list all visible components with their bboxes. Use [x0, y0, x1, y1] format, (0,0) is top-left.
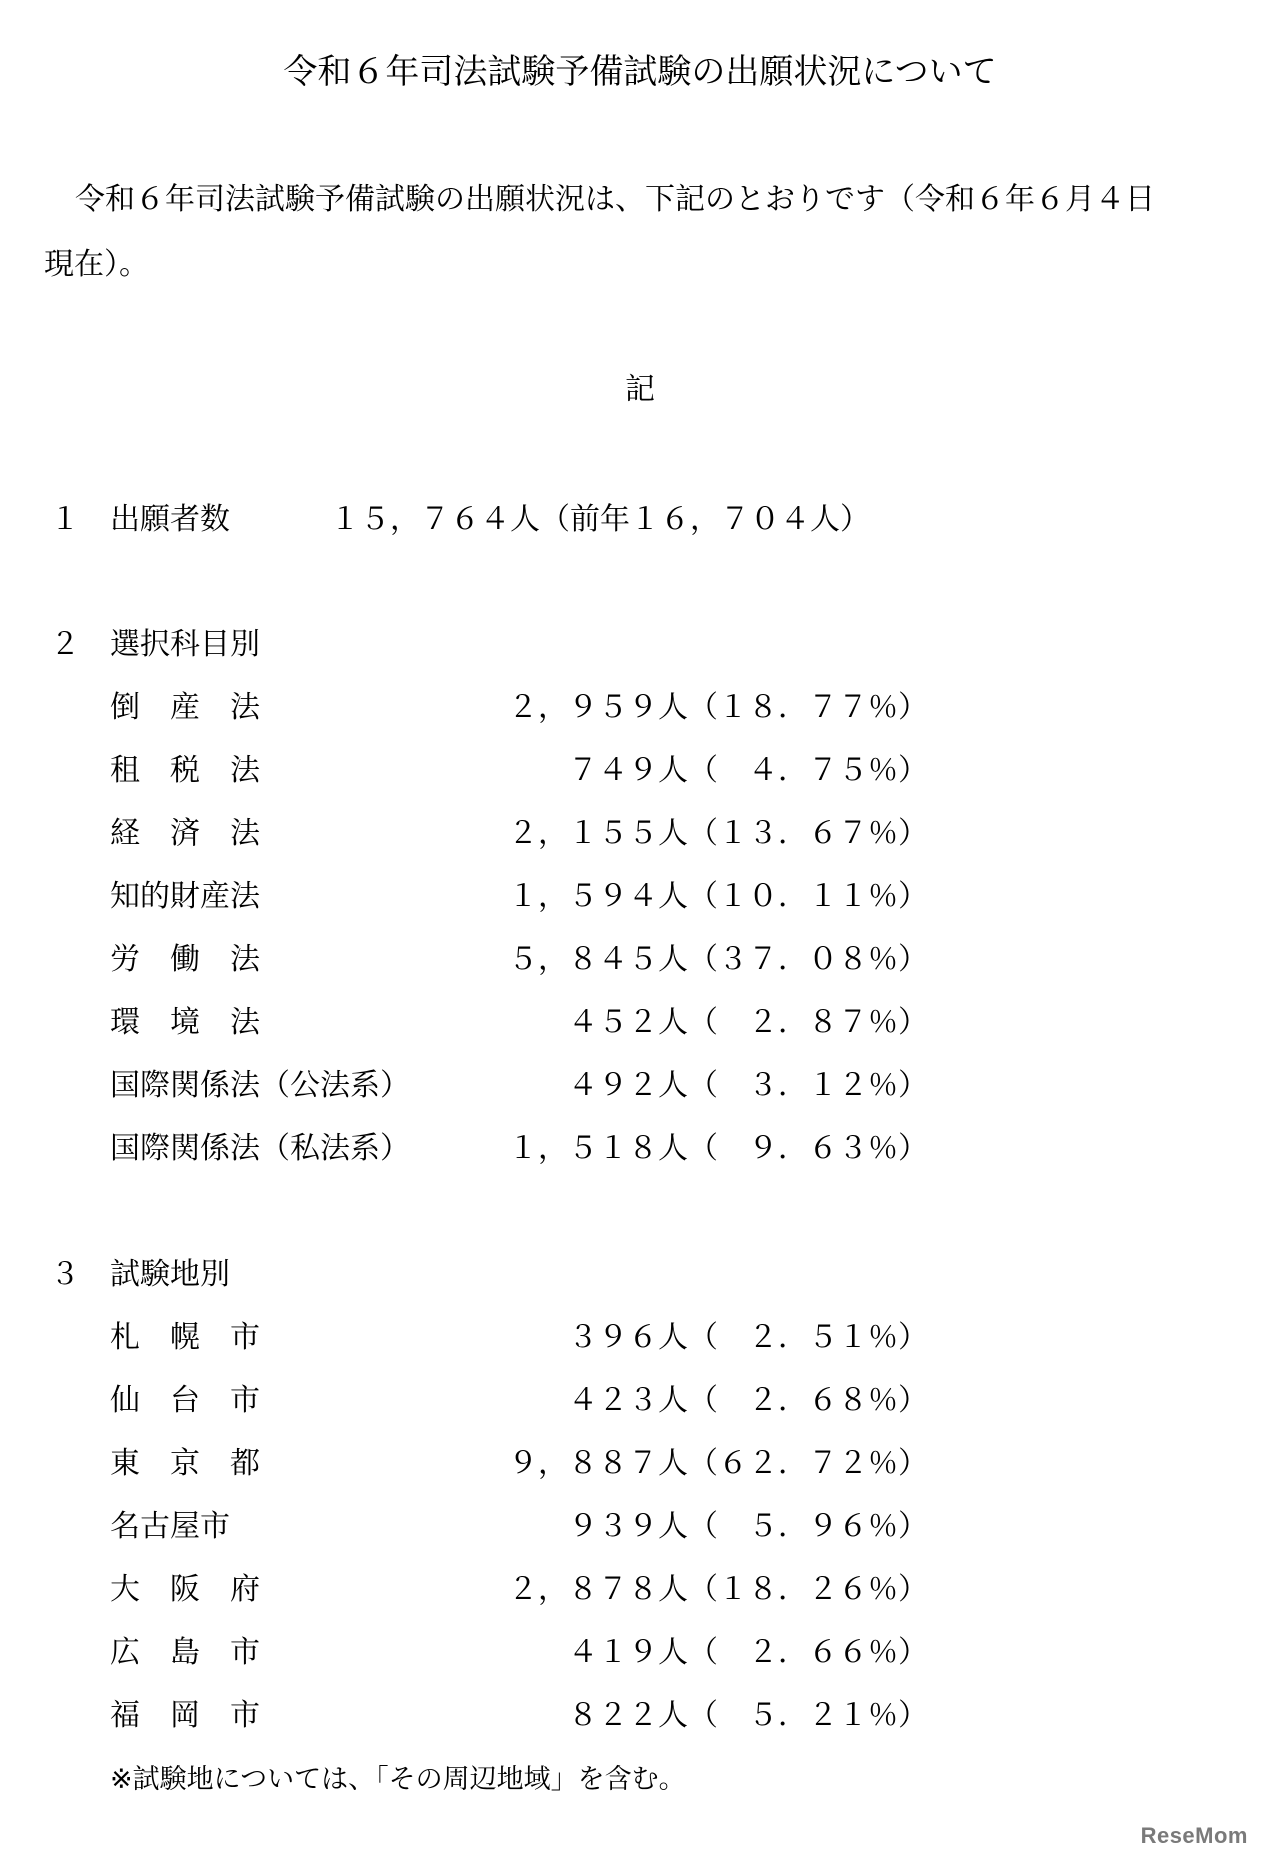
venue-row-value: ２，８７８人（１８．２６％）	[508, 1572, 928, 1607]
subject-row-label: 知的財産法	[110, 879, 260, 914]
venue-row-label: 札 幌 市	[110, 1320, 260, 1355]
document-title: 令和６年司法試験予備試験の出願状況について	[283, 52, 997, 92]
subject-row-label: 経 済 法	[110, 816, 260, 851]
intro-line-1: 令和６年司法試験予備試験の出願状況は、下記のとおりです（令和６年６月４日	[75, 182, 1155, 217]
venue-note: ※試験地については、「その周辺地域」を含む。	[110, 1764, 686, 1795]
section-1-number: １	[50, 502, 80, 537]
venue-row-value: ４２３人（ ２．６８％）	[568, 1383, 928, 1418]
subject-row-label: 倒 産 法	[110, 690, 260, 725]
section-3-label: 試験地別	[110, 1257, 230, 1292]
subject-row-label: 国際関係法（私法系）	[110, 1131, 410, 1166]
venue-row-value: ９３９人（ ５．９６％）	[568, 1509, 928, 1544]
venue-row-value: ３９６人（ ２．５１％）	[568, 1320, 928, 1355]
section-2-label: 選択科目別	[110, 627, 260, 662]
subject-row-value: １，５９４人（１０．１１％）	[508, 879, 928, 914]
venue-row-value: ９，８８７人（６２．７２％）	[508, 1446, 928, 1481]
venue-row-label: 名古屋市	[110, 1509, 230, 1544]
subject-row-label: 労 働 法	[110, 942, 260, 977]
subject-row-value: ４５２人（ ２．８７％）	[568, 1005, 928, 1040]
venue-row-label: 大 阪 府	[110, 1572, 260, 1607]
section-3-number: ３	[50, 1257, 80, 1292]
intro-line-2: 現在）。	[44, 247, 149, 282]
section-2-number: ２	[50, 627, 80, 662]
ki-heading: 記	[625, 372, 655, 407]
section-1-value: １５，７６４人（前年１６，７０４人）	[330, 502, 870, 537]
subject-row-label: 国際関係法（公法系）	[110, 1068, 410, 1103]
subject-row-label: 租 税 法	[110, 753, 260, 788]
venue-row-label: 仙 台 市	[110, 1383, 260, 1418]
venue-row-label: 広 島 市	[110, 1635, 260, 1670]
subject-row-label: 環 境 法	[110, 1005, 260, 1040]
venue-row-label: 東 京 都	[110, 1446, 260, 1481]
venue-row-label: 福 岡 市	[110, 1698, 260, 1733]
subject-row-value: ５，８４５人（３７．０８％）	[508, 942, 928, 977]
section-1-label: 出願者数	[110, 502, 230, 537]
subject-row-value: ４９２人（ ３．１２％）	[568, 1068, 928, 1103]
subject-row-value: ２，１５５人（１３．６７％）	[508, 816, 928, 851]
subject-row-value: ２，９５９人（１８．７７％）	[508, 690, 928, 725]
resemom-watermark-logo: ReseMom	[1140, 1823, 1248, 1848]
subject-row-value: ７４９人（ ４．７５％）	[568, 753, 928, 788]
venue-row-value: ８２２人（ ５．２１％）	[568, 1698, 928, 1733]
subject-row-value: １，５１８人（ ９．６３％）	[508, 1131, 928, 1166]
venue-row-value: ４１９人（ ２．６６％）	[568, 1635, 928, 1670]
